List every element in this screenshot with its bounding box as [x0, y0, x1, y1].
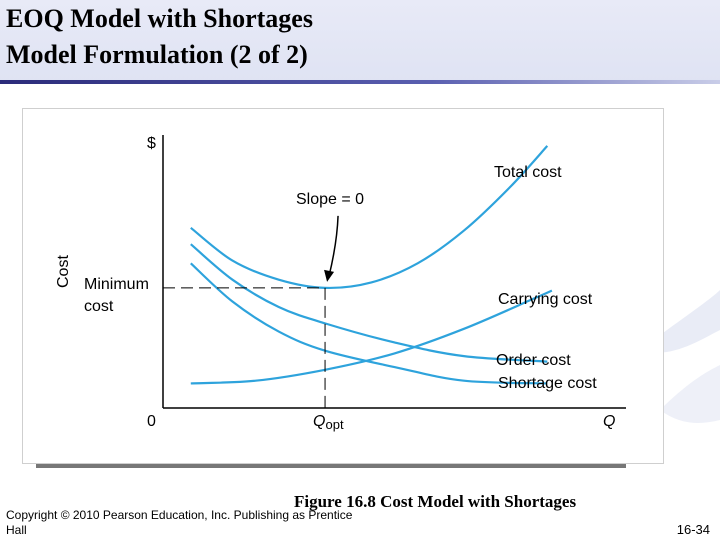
curve-shortage-cost: [191, 263, 548, 383]
y-unit-label: $: [147, 135, 156, 152]
page-number: 16-34: [676, 522, 710, 537]
slope-annotation: Slope = 0: [296, 191, 365, 208]
slope-arrow: [329, 216, 338, 276]
slide-title: EOQ Model with Shortages: [6, 4, 313, 33]
curve-order-cost: [191, 244, 548, 361]
series-label-total-cost: Total cost: [494, 164, 562, 181]
q-opt-tick-label: [313, 413, 344, 432]
minimum-cost-label-line1: Minimum: [84, 276, 149, 293]
slide-subtitle: Model Formulation (2 of 2): [6, 40, 308, 69]
origin-label: 0: [147, 413, 156, 430]
minimum-cost-label-line2: cost: [84, 298, 114, 315]
series-label-order-cost: Order cost: [496, 352, 571, 369]
series-label-shortage-cost: Shortage cost: [498, 375, 597, 392]
figure-caption: Figure 16.8 Cost Model with Shortages: [294, 492, 577, 511]
slope-arrowhead: [324, 270, 334, 282]
y-axis-label: Cost: [55, 255, 72, 288]
series-label-carrying-cost: Carrying cost: [498, 291, 593, 308]
copyright-notice: Copyright © 2010 Pearson Education, Inc. Publishing as Prentice Hall: [6, 508, 353, 537]
q-opt-tick-sub: opt: [325, 417, 344, 432]
q-opt-tick-main: Q: [313, 413, 326, 430]
x-axis-label: Q: [603, 413, 616, 430]
